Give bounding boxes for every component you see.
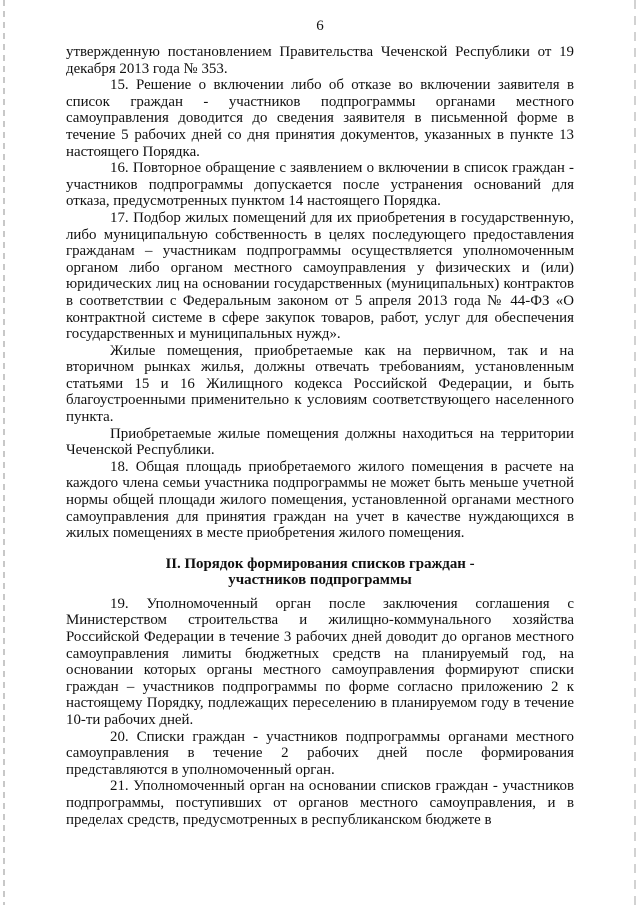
scan-edge-left xyxy=(3,0,5,905)
paragraph-p21: 21. Уполномоченный орган на основании списков граждан - участников подпрограммы, поступивших от органов местного самоуправления, и в пределах средств, предусмотренных в республиканском бюджете в xyxy=(66,778,574,828)
document-body xyxy=(66,44,574,828)
paragraph-p20: 20. Списки граждан - участников подпрограммы органами местного самоуправления в течение 2 рабочих дней после формирования представляются в уполномоченный орган. xyxy=(66,728,574,778)
scan-edge-right xyxy=(634,0,636,905)
section-heading-line1: II. Порядок формирования списков граждан - xyxy=(165,555,475,572)
section-heading xyxy=(66,556,574,588)
paragraphs-top xyxy=(66,44,574,542)
paragraph-p17: 17. Подбор жилых помещений для их приобретения в государственную, либо муниципальную собственность в целях последующего предоставления гражданам – участникам подпрограммы осуществляется уполномоченным органом либо органом местного самоуправления у физических и (или) юридических лиц на основании государственных (муниципальных) контрактов в соответствии с Федеральным законом от 5 апреля 2013 года № 44-ФЗ «О контрактной системе в сфере закупок товаров, работ, услуг для обеспечения государственных и муниципальных нужд». xyxy=(66,209,574,343)
paragraph-p15: 15. Решение о включении либо об отказе во включении заявителя в список граждан - участников подпрограммы органами местного самоуправления доводится до сведения заявителя в письменной форме в течение 5 рабочих дней со дня принятия документов, указанных в пункте 13 настоящего Порядка. xyxy=(66,77,574,160)
paragraph-p17-housing: Жилые помещения, приобретаемые как на первичном, так и на вторичном рынках жилья, должны отвечать требованиям, установленным статьями 15 и 16 Жилищного кодекса Российской Федерации, и быть благоустроенными применительно к условиям соответствующего населенного пункта. xyxy=(66,342,574,426)
paragraph-p-continuation: утвержденную постановлением Правительства Чеченской Республики от 19 декабря 2013 года № 353. xyxy=(66,44,574,77)
paragraph-p18: 18. Общая площадь приобретаемого жилого помещения в расчете на каждого члена семьи участника подпрограммы не может быть меньше учетной нормы общей площади жилого помещения, установленной органами местного самоуправления для принятия граждан на учет в качестве нуждающихся в жилых помещениях в месте приобретения жилого помещения. xyxy=(66,458,574,542)
page-number: 6 xyxy=(316,18,324,34)
paragraphs-bottom xyxy=(66,596,574,828)
paragraph-p17-territory: Приобретаемые жилые помещения должны находиться на территории Чеченской Республики. xyxy=(66,425,574,459)
paragraph-p19: 19. Уполномоченный орган после заключения соглашения с Министерством строительства и жилищно-коммунального хозяйства Российской Федерации в течение 3 рабочих дней доводит до органов местного самоуправления лимиты бюджетных средств на планируемый год, на основании которых органы местного самоуправления формируют списки граждан – участников подпрограммы по форме согласно приложению 2 к настоящему Порядку, подлежащих переселению в планируемом году в течение 10-ти рабочих дней. xyxy=(66,595,574,728)
paragraph-p16: 16. Повторное обращение с заявлением о включении в список граждан - участников подпрограммы допускается после устранения оснований для отказа, предусмотренных пунктом 14 настоящего Порядка. xyxy=(66,160,574,210)
section-heading-line2: участников подпрограммы xyxy=(228,571,412,588)
